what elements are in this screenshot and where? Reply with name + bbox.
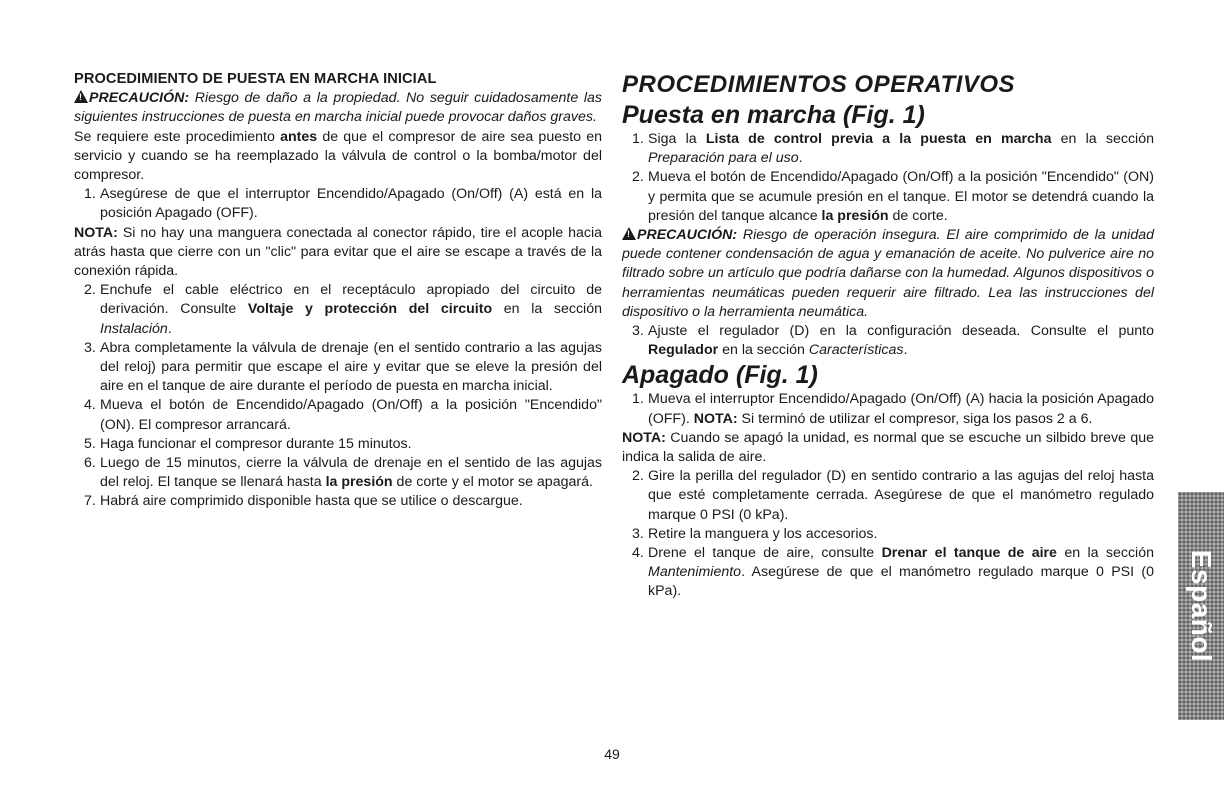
step-number: 2. (84, 282, 96, 299)
note-text: Cuando se apagó la unidad, es normal que se escuche un silbido breve que indica la salida de aire. (622, 429, 1154, 466)
step-text: Mueva el interruptor Encendido/Apagado (On/Off) (A) hacia la posición Apagado (OFF). (648, 391, 1154, 427)
shutdown-steps-part1 (622, 390, 1154, 428)
step-text: Asegúrese de que el interruptor Encendido/Apagado (On/Off) (A) está en la posición Apagado (OFF). (100, 186, 602, 222)
step-text: en la sección (1051, 131, 1154, 147)
step-text-bold: Drenar el tanque de aire (881, 545, 1057, 562)
operation-startup-steps-cont (622, 322, 1154, 360)
step-text: Mueva el botón de Encendido/Apagado (On/Off) a la posición "Encendido" (ON). El compresor arrancará. (100, 397, 602, 433)
list-item (74, 281, 602, 339)
step-text-bold: Lista de control previa a la puesta en marcha (705, 131, 1052, 147)
step-number: 4. (84, 397, 96, 414)
list-item (74, 435, 602, 454)
list-item (622, 525, 1154, 544)
step-text: Abra completamente la válvula de drenaje (en el sentido contrario a las agujas del reloj) para permitir que escape el aire y evitar que se eleve la presión del aire en el tanque de aire durante el período de puesta en marcha inicial. (100, 339, 602, 395)
caution-property-damage (74, 89, 602, 127)
left-column (74, 70, 602, 512)
step-number: 5. (84, 435, 96, 452)
step-text-italic: Preparación para el uso (648, 150, 799, 167)
step-text: de corte y el motor se apagará. (392, 474, 593, 491)
step-text: Ajuste el regulador (D) en la configuración deseada. Consulte el punto (648, 323, 1154, 340)
step-number: 1. (632, 131, 644, 147)
language-side-tab (1178, 492, 1224, 720)
step-text: Gire la perilla del regulador (D) en sentido contrario a las agujas del reloj hasta que esté completamente cerrada. Asegúrese de que el manómetro regulado marque 0 PSI (0 kPa). (648, 468, 1154, 523)
step-text: Retire la manguera y los accesorios. (648, 525, 878, 542)
step-text: . (167, 320, 172, 337)
intro-text-a: Se requiere este procedimiento (74, 128, 281, 145)
list-item (74, 339, 602, 397)
step-number: 3. (84, 339, 96, 356)
list-item (622, 322, 1154, 360)
step-text: Habrá aire comprimido disponible hasta que se utilice o descargue. (100, 493, 523, 510)
step-text: Siga la (648, 131, 706, 147)
list-item (622, 130, 1154, 168)
step-text: Enchufe el cable eléctrico en el receptáculo apropiado del circuito de derivación. Consulte (100, 282, 602, 318)
step-number: 4. (632, 545, 644, 562)
step-text: Haga funcionar el compresor durante 15 minutos. (100, 435, 412, 452)
subsection-title-shutdown: Apagado (Fig. 1) (622, 361, 818, 390)
step-text: en la sección (718, 342, 809, 359)
caution-label: PRECAUCIÓN: (637, 227, 738, 244)
list-item (622, 390, 1154, 428)
note-label: NOTA: (74, 224, 118, 241)
startup-steps-part1 (74, 185, 602, 223)
language-tab-label: Español (1186, 549, 1217, 663)
step-text-italic: Mantenimiento (648, 564, 742, 581)
right-column (622, 72, 1154, 602)
list-item (74, 185, 602, 223)
step-text: . (903, 342, 908, 359)
note-paragraph (74, 224, 602, 282)
step-text-bold: NOTA: (693, 410, 738, 427)
step-text-bold: la presión (325, 474, 393, 491)
step-text-italic: Instalación (100, 320, 168, 337)
step-number: 2. (632, 468, 644, 485)
list-item (74, 454, 602, 492)
step-number: 3. (632, 323, 644, 340)
note-paragraph (622, 429, 1154, 467)
step-number: 1. (632, 391, 644, 408)
step-text: Mueva el botón de Encendido/Apagado (On/Off) a la posición "Encendido" (ON) y permita que se acumule presión en el tanque. El motor se detendrá cuando la presión del tanque alcance (648, 169, 1154, 224)
warning-triangle-icon (622, 227, 636, 240)
list-item (74, 492, 602, 511)
step-text: Luego de 15 minutos, cierre la válvula de drenaje en el sentido de las agujas del reloj. El tanque se llenará hasta (100, 455, 602, 491)
shutdown-steps-part2 (622, 467, 1154, 601)
step-number: 6. (84, 455, 96, 472)
list-item (622, 168, 1154, 226)
step-text: . (798, 150, 803, 167)
step-text: Drene el tanque de aire, consulte (648, 545, 882, 562)
step-text-italic: Características (808, 342, 904, 359)
caution-text: Riesgo de operación insegura. El aire comprimido de la unidad puede contener condensación de agua y emanación de aceite. No pulverice aire no filtrado sobre un artículo que podría dañarse con la humedad. Algunos dispositivos o herramientas neumáticas pueden requerir aire filtrado. Lea las instrucciones del dispositivo o la herramienta neumática. (622, 227, 1154, 320)
step-text-bold: la presión (821, 207, 889, 224)
step-number: 1. (84, 186, 96, 203)
step-text-bold: Regulador (648, 342, 719, 359)
note-label: NOTA: (622, 429, 666, 446)
startup-steps-part2 (74, 281, 602, 511)
caution-text: Riesgo de daño a la propiedad. No seguir cuidadosamente las siguientes instrucciones de puesta en marcha inicial puede provocar daños graves. (74, 90, 602, 126)
note-text: Si no hay una manguera conectada al conector rápido, tire el acople hacia atrás hasta que cierre con un "clic" para evitar que el aire se escape a través de la conexión rápida. (74, 224, 602, 280)
step-number: 3. (632, 525, 644, 542)
subsection-title-startup: Puesta en marcha (Fig. 1) (622, 101, 925, 129)
section-heading-initial-startup: PROCEDIMIENTO DE PUESTA EN MARCHA INICIAL (74, 71, 437, 87)
list-item (74, 396, 602, 434)
list-item (622, 467, 1154, 525)
step-text-bold: Voltaje y protección del circuito (247, 301, 493, 318)
operation-startup-steps (622, 130, 1154, 226)
step-text: en la sección (1056, 545, 1154, 562)
caution-unsafe-operation (622, 226, 1154, 322)
page-number: 49 (604, 746, 620, 762)
intro-paragraph (74, 128, 602, 186)
list-item (622, 544, 1154, 602)
section-title-operating-procedures: PROCEDIMIENTOS OPERATIVOS (622, 71, 1015, 98)
step-text: . Asegúrese de que el manómetro regulado marque 0 PSI (0 kPa). (648, 564, 1154, 600)
caution-label: PRECAUCIÓN: (89, 90, 190, 107)
intro-text-bold: antes (280, 128, 318, 145)
step-text: en la sección (492, 301, 602, 318)
step-text: Si terminó de utilizar el compresor, siga los pasos 2 a 6. (737, 410, 1093, 427)
step-text: de corte. (888, 207, 948, 224)
step-number: 7. (84, 493, 96, 510)
intro-text-c: de que el compresor de aire sea puesto en servicio y cuando se ha reemplazado la válvula de control o la bomba/motor del compresor. (74, 128, 602, 184)
warning-triangle-icon (74, 90, 88, 103)
step-number: 2. (632, 169, 644, 186)
